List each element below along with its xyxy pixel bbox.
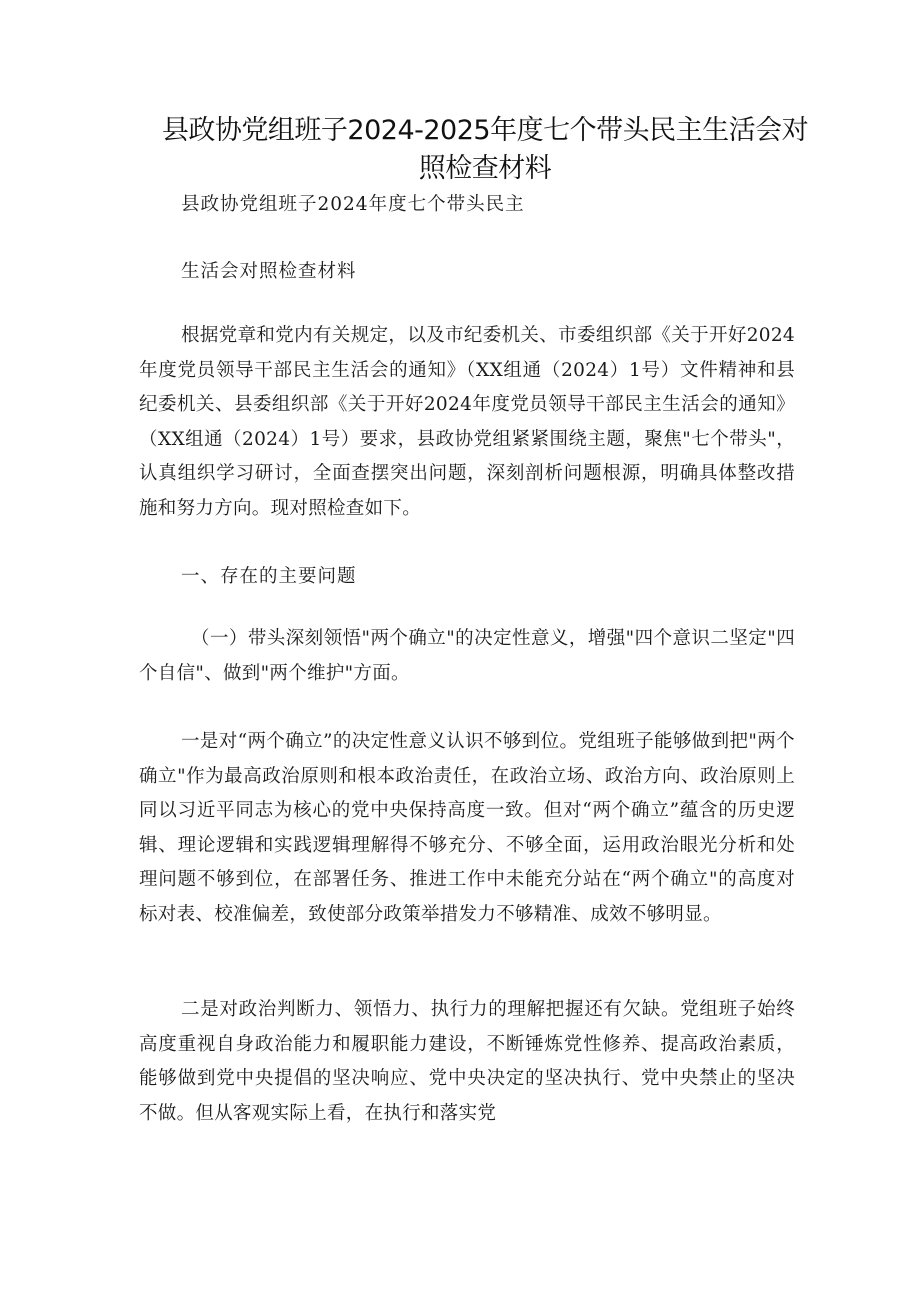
title-line-1: 县政协党组班子2024-2025年度七个带头民主生活会对 <box>161 115 809 146</box>
subtitle-line-1: 县政协党组班子2024年度七个带头民主 <box>181 194 525 215</box>
title-line-2: 照检查材料 <box>418 153 552 184</box>
intro-paragraph: 根据党章和党内有关规定，以及市纪委机关、市委组织部《关于开好2024年度党员领导干部民主生活会的通知》（XX组通（2024）1号）文件精神和县纪委机关、县委组织部《关于开好2024年度党员领导干部民主生活会的通知》（XX组通（2024）1号）要求，县政协党组紧紧围绕主题，聚焦"七个带头"，认真组织学习研讨，全面查摆突出问题，深刻剖析问题根源，明确具体整改措施和努力方向。现对照检查如下。 <box>139 325 795 519</box>
subtitle-line-2: 生活会对照检查材料 <box>181 261 357 282</box>
document-title <box>140 112 830 188</box>
item-heading: （一）带头深刻领悟"两个确立"的决定性意义，增强"四个意识二坚定"四个自信"、做到"两个维护"方面。 <box>139 628 795 684</box>
paragraph-two: 二是对政治判断力、领悟力、执行力的理解把握还有欠缺。党组班子始终高度重视自身政治能力和履职能力建设，不断锤炼党性修养、提高政治素质，能够做到党中央提倡的坚决响应、党中央决定的坚决执行、党中央禁止的坚决不做。但从客观实际上看，在执行和落实党 <box>139 999 795 1124</box>
section-heading: 一、存在的主要问题 <box>181 566 357 587</box>
paragraph-one: 一是对“两个确立”的决定性意义认识不够到位。党组班子能够做到把"两个确立"作为最高政治原则和根本政治责任，在政治立场、政治方向、政治原则上同以习近平同志为核心的党中央保持高度一致。但对“两个确立”蕴含的历史逻辑、理论逻辑和实践逻辑理解得不够充分、不够全面，运用政治眼光分析和处理问题不够到位，在部署任务、推进工作中未能充分站在“两个确立"的高度对标对表、校准偏差，致使部分政策举措发力不够精准、成效不够明显。 <box>139 731 795 925</box>
